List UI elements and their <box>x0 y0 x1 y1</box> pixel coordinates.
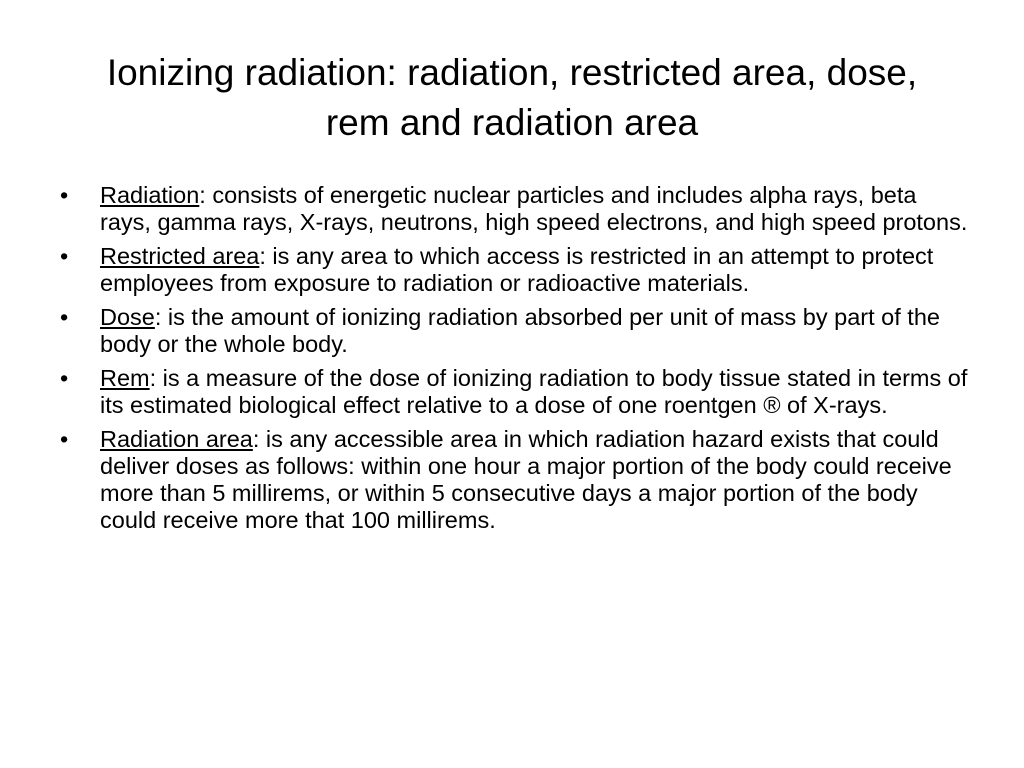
definition-item-radiation <box>60 182 970 236</box>
definition-item-radiation-area <box>60 426 970 534</box>
bullet-icon: • <box>60 365 69 391</box>
bullet-icon: • <box>60 304 69 330</box>
definition-text: : consists of energetic nuclear particles and includes alpha rays, beta rays, gamma rays, X-rays, neutrons, high speed electrons, and high speed protons. <box>100 182 968 235</box>
definition-item-dose <box>60 304 970 358</box>
definition-text: : is any area to which access is restricted in an attempt to protect employees from exposure to radiation or radioactive materials. <box>100 243 934 296</box>
bullet-icon: • <box>60 243 69 269</box>
bullet-icon: • <box>60 426 69 452</box>
term-label: Restricted area <box>100 243 260 269</box>
term-label: Dose <box>100 304 155 330</box>
slide-title-line-1: Ionizing radiation: radiation, restricted area, dose, <box>106 52 918 93</box>
definition-item-rem <box>60 365 970 419</box>
slide-title-line-2: rem and radiation area <box>325 102 699 143</box>
definition-item-restricted-area <box>60 243 970 297</box>
definition-text: : is any accessible area in which radiation hazard exists that could deliver doses as follows: within one hour a major portion of the body could receive more than 5 millirems, or within 5 consecutive days a major portion of the body could receive more that 100 millirems. <box>100 426 952 533</box>
bullet-icon: • <box>60 182 69 208</box>
term-label: Radiation area <box>100 426 253 452</box>
definition-text: : is a measure of the dose of ionizing radiation to body tissue stated in terms of its estimated biological effect relative to a dose of one roentgen ® of X-rays. <box>100 365 968 418</box>
term-label: Radiation <box>100 182 200 208</box>
term-label: Rem <box>100 365 150 391</box>
definition-list <box>60 182 970 541</box>
slide-title <box>40 48 984 148</box>
definition-text: : is the amount of ionizing radiation absorbed per unit of mass by part of the body or the whole body. <box>100 304 940 357</box>
